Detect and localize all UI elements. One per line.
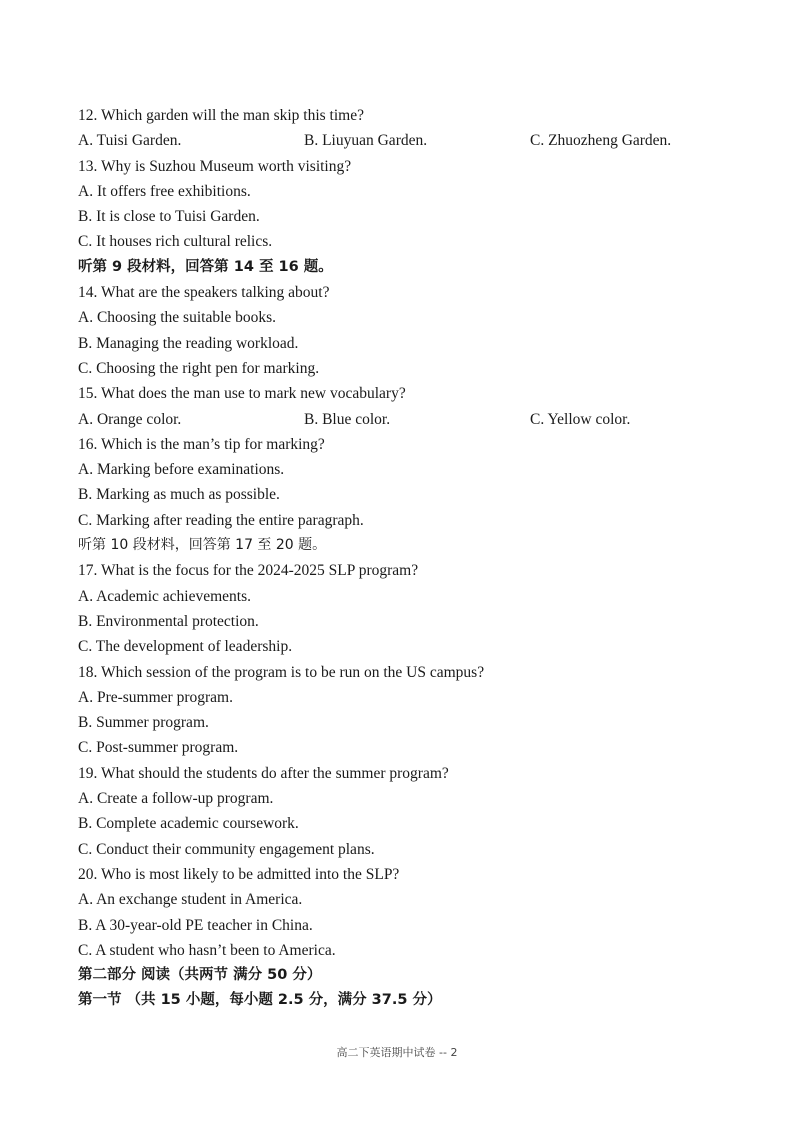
question-19-option-a: A. Create a follow-up program. — [78, 790, 274, 808]
question-20-stem: 20. Who is most likely to be admitted into the SLP? — [78, 865, 400, 883]
question-16-option-b: B. Marking as much as possible. — [78, 486, 280, 504]
question-14-option-c: C. Choosing the right pen for marking. — [78, 359, 320, 377]
question-15-options — [78, 407, 758, 432]
question-17-option-a: A. Academic achievements. — [78, 587, 252, 605]
question-20-option-c: C. A student who hasn’t been to America. — [78, 941, 336, 959]
question-20-option-a: A. An exchange student in America. — [78, 891, 303, 909]
listening-section-10-instruction: 听第 10 段材料，回答第 17 至 20 题。 — [78, 537, 327, 554]
question-13-option-b: B. It is close to Tuisi Garden. — [78, 208, 260, 226]
listening-section-9-instruction: 听第 9 段材料，回答第 14 至 16 题。 — [78, 258, 333, 275]
question-12-option-a: A. Tuisi Garden. — [78, 132, 182, 150]
question-13-option-c: C. It houses rich cultural relics. — [78, 233, 273, 251]
question-13-stem: 13. Why is Suzhou Museum worth visiting? — [78, 157, 352, 175]
question-13-option-a: A. It offers free exhibitions. — [78, 182, 251, 200]
question-16-stem: 16. Which is the man’s tip for marking? — [78, 435, 325, 453]
question-18-option-b: B. Summer program. — [78, 714, 209, 732]
question-12-option-b: B. Liuyuan Garden. — [304, 132, 428, 150]
question-12-stem: 12. Which garden will the man skip this time? — [78, 107, 364, 124]
question-16-option-a: A. Marking before examinations. — [78, 461, 285, 479]
question-14-option-a: A. Choosing the suitable books. — [78, 309, 277, 327]
question-15-option-a: A. Orange color. — [78, 410, 182, 428]
question-15-option-c: C. Yellow color. — [530, 410, 631, 428]
question-19-option-b: B. Complete academic coursework. — [78, 815, 299, 833]
question-19-stem: 19. What should the students do after the summer program? — [78, 764, 449, 782]
exam-page-content — [78, 103, 758, 1014]
page-footer: 高二下英语期中试卷 -- 2 — [336, 1046, 458, 1059]
section-1-heading: 第一节 （共 15 小题，每小题 2.5 分，满分 37.5 分） — [78, 992, 442, 1009]
question-14-option-b: B. Managing the reading workload. — [78, 334, 299, 352]
question-14-stem: 14. What are the speakers talking about? — [78, 284, 330, 302]
question-12-options — [78, 128, 758, 153]
question-15-stem: 15. What does the man use to mark new vocabulary? — [78, 385, 406, 403]
question-18-option-a: A. Pre-summer program. — [78, 688, 233, 706]
question-20-option-b: B. A 30-year-old PE teacher in China. — [78, 916, 313, 934]
question-19-option-c: C. Conduct their community engagement plans. — [78, 840, 375, 858]
question-17-option-b: B. Environmental protection. — [78, 612, 259, 630]
question-16-option-c: C. Marking after reading the entire paragraph. — [78, 511, 364, 529]
question-18-stem: 18. Which session of the program is to be run on the US campus? — [78, 663, 485, 681]
question-15-option-b: B. Blue color. — [304, 410, 391, 428]
part-2-heading: 第二部分 阅读（共两节 满分 50 分） — [78, 967, 322, 984]
question-18-option-c: C. Post-summer program. — [78, 739, 239, 757]
question-17-stem: 17. What is the focus for the 2024-2025 SLP program? — [78, 562, 419, 580]
question-12-option-c: C. Zhuozheng Garden. — [530, 132, 672, 150]
question-17-option-c: C. The development of leadership. — [78, 638, 293, 656]
